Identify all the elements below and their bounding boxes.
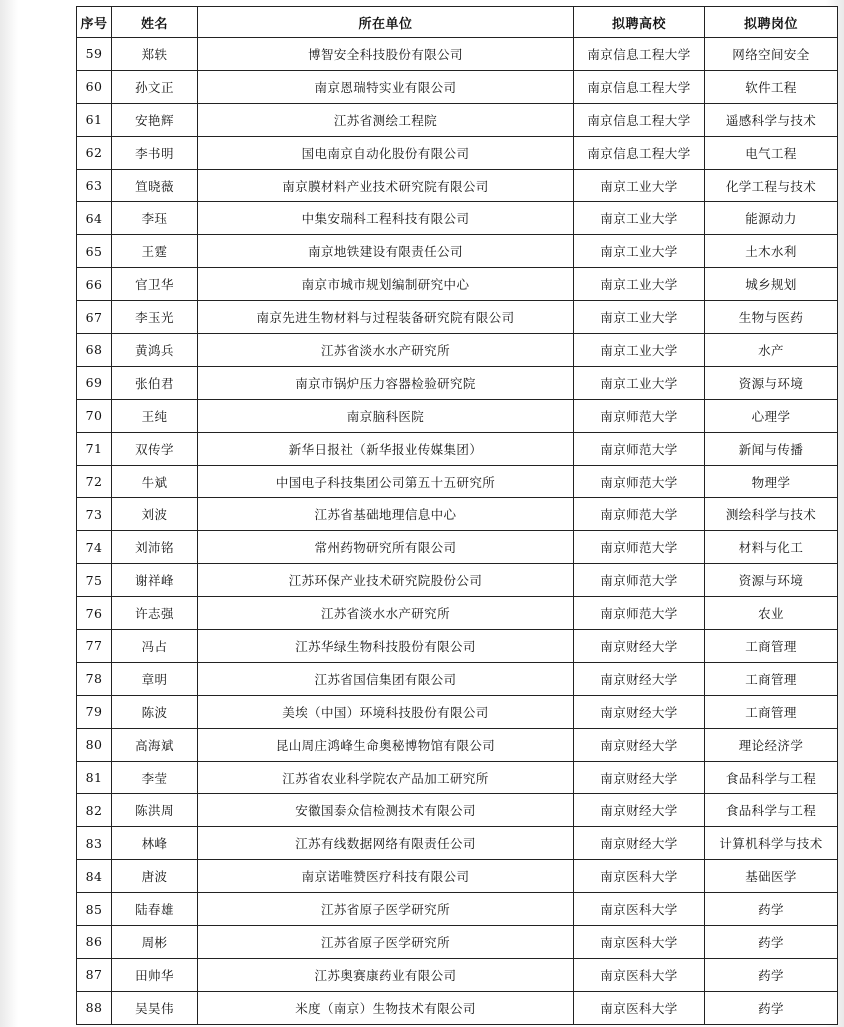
cell-unit: 常州药物研究所有限公司 [198, 531, 574, 564]
cell-post: 资源与环境 [705, 366, 838, 399]
table-row [77, 498, 838, 531]
cell-name: 刘沛铭 [112, 531, 198, 564]
cell-unit: 南京脑科医院 [198, 399, 574, 432]
table-row [77, 991, 838, 1024]
header-post: 拟聘岗位 [705, 7, 838, 38]
cell-no: 81 [77, 761, 112, 794]
cell-post: 药学 [705, 991, 838, 1024]
cell-school: 南京师范大学 [574, 531, 705, 564]
cell-school: 南京师范大学 [574, 399, 705, 432]
cell-name: 李莹 [112, 761, 198, 794]
cell-name: 双传学 [112, 432, 198, 465]
table-row [77, 630, 838, 663]
cell-school: 南京师范大学 [574, 465, 705, 498]
cell-post: 材料与化工 [705, 531, 838, 564]
cell-post: 城乡规划 [705, 268, 838, 301]
cell-post: 心理学 [705, 399, 838, 432]
table-row [77, 334, 838, 367]
cell-post: 药学 [705, 893, 838, 926]
cell-no: 62 [77, 136, 112, 169]
table-header [77, 7, 838, 38]
cell-no: 78 [77, 662, 112, 695]
cell-name: 刘波 [112, 498, 198, 531]
cell-no: 76 [77, 597, 112, 630]
cell-unit: 中集安瑞科工程科技有限公司 [198, 202, 574, 235]
cell-no: 71 [77, 432, 112, 465]
table-row [77, 958, 838, 991]
cell-unit: 米度（南京）生物技术有限公司 [198, 991, 574, 1024]
cell-school: 南京师范大学 [574, 432, 705, 465]
cell-post: 电气工程 [705, 136, 838, 169]
table-row [77, 695, 838, 728]
cell-no: 85 [77, 893, 112, 926]
cell-name: 笪晓薇 [112, 169, 198, 202]
cell-name: 许志强 [112, 597, 198, 630]
cell-unit: 江苏省原子医学研究所 [198, 893, 574, 926]
cell-no: 70 [77, 399, 112, 432]
cell-school: 南京信息工程大学 [574, 103, 705, 136]
cell-unit: 南京先进生物材料与过程装备研究院有限公司 [198, 301, 574, 334]
cell-name: 牛斌 [112, 465, 198, 498]
cell-school: 南京财经大学 [574, 827, 705, 860]
cell-name: 张伯君 [112, 366, 198, 399]
cell-post: 测绘科学与技术 [705, 498, 838, 531]
cell-school: 南京信息工程大学 [574, 70, 705, 103]
table-row [77, 169, 838, 202]
cell-no: 59 [77, 38, 112, 71]
header-school: 拟聘高校 [574, 7, 705, 38]
cell-name: 李书明 [112, 136, 198, 169]
cell-unit: 江苏省原子医学研究所 [198, 926, 574, 959]
cell-no: 84 [77, 860, 112, 893]
cell-post: 农业 [705, 597, 838, 630]
cell-school: 南京工业大学 [574, 169, 705, 202]
cell-post: 水产 [705, 334, 838, 367]
table-row [77, 794, 838, 827]
table-row [77, 136, 838, 169]
cell-unit: 南京市城市规划编制研究中心 [198, 268, 574, 301]
cell-name: 谢祥峰 [112, 564, 198, 597]
header-name: 姓名 [112, 7, 198, 38]
cell-school: 南京师范大学 [574, 498, 705, 531]
cell-name: 田帅华 [112, 958, 198, 991]
cell-post: 遥感科学与技术 [705, 103, 838, 136]
table-row [77, 301, 838, 334]
table-row [77, 103, 838, 136]
cell-school: 南京医科大学 [574, 991, 705, 1024]
cell-school: 南京财经大学 [574, 761, 705, 794]
cell-name: 吴昊伟 [112, 991, 198, 1024]
cell-name: 周彬 [112, 926, 198, 959]
table-row [77, 432, 838, 465]
cell-unit: 南京市锅炉压力容器检验研究院 [198, 366, 574, 399]
cell-school: 南京工业大学 [574, 301, 705, 334]
cell-unit: 安徽国泰众信检测技术有限公司 [198, 794, 574, 827]
cell-post: 化学工程与技术 [705, 169, 838, 202]
cell-post: 软件工程 [705, 70, 838, 103]
cell-post: 生物与医药 [705, 301, 838, 334]
cell-school: 南京医科大学 [574, 958, 705, 991]
cell-school: 南京师范大学 [574, 564, 705, 597]
cell-name: 陈洪周 [112, 794, 198, 827]
cell-unit: 博智安全科技股份有限公司 [198, 38, 574, 71]
cell-name: 高海斌 [112, 728, 198, 761]
cell-post: 食品科学与工程 [705, 761, 838, 794]
cell-unit: 江苏省国信集团有限公司 [198, 662, 574, 695]
cell-no: 61 [77, 103, 112, 136]
cell-no: 77 [77, 630, 112, 663]
cell-unit: 江苏省淡水水产研究所 [198, 597, 574, 630]
cell-school: 南京工业大学 [574, 268, 705, 301]
cell-name: 李玉光 [112, 301, 198, 334]
cell-name: 黄鸿兵 [112, 334, 198, 367]
cell-name: 郑轶 [112, 38, 198, 71]
table-row [77, 235, 838, 268]
cell-no: 68 [77, 334, 112, 367]
cell-name: 官卫华 [112, 268, 198, 301]
cell-unit: 美埃（中国）环境科技股份有限公司 [198, 695, 574, 728]
cell-post: 物理学 [705, 465, 838, 498]
cell-no: 86 [77, 926, 112, 959]
cell-name: 林峰 [112, 827, 198, 860]
cell-unit: 江苏环保产业技术研究院股份公司 [198, 564, 574, 597]
table-row [77, 728, 838, 761]
cell-post: 网络空间安全 [705, 38, 838, 71]
table-row [77, 38, 838, 71]
cell-school: 南京工业大学 [574, 334, 705, 367]
table-row [77, 366, 838, 399]
cell-unit: 新华日报社（新华报业传媒集团） [198, 432, 574, 465]
table-row [77, 268, 838, 301]
cell-post: 计算机科学与技术 [705, 827, 838, 860]
cell-unit: 江苏华绿生物科技股份有限公司 [198, 630, 574, 663]
cell-no: 72 [77, 465, 112, 498]
cell-name: 王霆 [112, 235, 198, 268]
cell-post: 土木水利 [705, 235, 838, 268]
header-no: 序号 [77, 7, 112, 38]
table-row [77, 70, 838, 103]
cell-name: 安艳辉 [112, 103, 198, 136]
table-row [77, 597, 838, 630]
cell-school: 南京医科大学 [574, 893, 705, 926]
cell-post: 食品科学与工程 [705, 794, 838, 827]
cell-unit: 国电南京自动化股份有限公司 [198, 136, 574, 169]
cell-no: 82 [77, 794, 112, 827]
cell-no: 64 [77, 202, 112, 235]
cell-no: 83 [77, 827, 112, 860]
cell-name: 陆春雄 [112, 893, 198, 926]
cell-no: 63 [77, 169, 112, 202]
table-row [77, 827, 838, 860]
table-row [77, 761, 838, 794]
cell-post: 药学 [705, 926, 838, 959]
appointment-table [76, 6, 838, 1025]
table-row [77, 564, 838, 597]
cell-unit: 中国电子科技集团公司第五十五研究所 [198, 465, 574, 498]
cell-no: 88 [77, 991, 112, 1024]
cell-unit: 江苏省测绘工程院 [198, 103, 574, 136]
cell-post: 工商管理 [705, 630, 838, 663]
cell-post: 基础医学 [705, 860, 838, 893]
cell-school: 南京财经大学 [574, 662, 705, 695]
cell-unit: 南京恩瑞特实业有限公司 [198, 70, 574, 103]
table-row [77, 202, 838, 235]
cell-school: 南京信息工程大学 [574, 38, 705, 71]
cell-no: 60 [77, 70, 112, 103]
cell-unit: 江苏省淡水水产研究所 [198, 334, 574, 367]
cell-no: 80 [77, 728, 112, 761]
cell-name: 唐波 [112, 860, 198, 893]
cell-no: 65 [77, 235, 112, 268]
cell-name: 冯占 [112, 630, 198, 663]
cell-school: 南京财经大学 [574, 794, 705, 827]
table-row [77, 926, 838, 959]
cell-school: 南京师范大学 [574, 597, 705, 630]
cell-name: 李珏 [112, 202, 198, 235]
cell-unit: 南京膜材料产业技术研究院有限公司 [198, 169, 574, 202]
cell-no: 67 [77, 301, 112, 334]
cell-no: 79 [77, 695, 112, 728]
cell-no: 74 [77, 531, 112, 564]
cell-post: 工商管理 [705, 695, 838, 728]
header-row [77, 7, 838, 38]
cell-name: 王纯 [112, 399, 198, 432]
cell-school: 南京财经大学 [574, 728, 705, 761]
cell-post: 药学 [705, 958, 838, 991]
cell-school: 南京医科大学 [574, 926, 705, 959]
cell-no: 69 [77, 366, 112, 399]
table-row [77, 893, 838, 926]
cell-school: 南京财经大学 [574, 630, 705, 663]
cell-name: 孙文正 [112, 70, 198, 103]
cell-post: 理论经济学 [705, 728, 838, 761]
cell-school: 南京工业大学 [574, 366, 705, 399]
table-row [77, 465, 838, 498]
cell-no: 66 [77, 268, 112, 301]
cell-post: 能源动力 [705, 202, 838, 235]
table-body [77, 38, 838, 1025]
table-row [77, 860, 838, 893]
cell-school: 南京工业大学 [574, 202, 705, 235]
cell-post: 资源与环境 [705, 564, 838, 597]
cell-unit: 江苏省农业科学院农产品加工研究所 [198, 761, 574, 794]
cell-unit: 南京诺唯赞医疗科技有限公司 [198, 860, 574, 893]
cell-no: 75 [77, 564, 112, 597]
cell-school: 南京工业大学 [574, 235, 705, 268]
cell-school: 南京信息工程大学 [574, 136, 705, 169]
cell-no: 73 [77, 498, 112, 531]
cell-unit: 江苏奥赛康药业有限公司 [198, 958, 574, 991]
cell-school: 南京财经大学 [574, 695, 705, 728]
table-row [77, 531, 838, 564]
cell-unit: 江苏有线数据网络有限责任公司 [198, 827, 574, 860]
cell-unit: 南京地铁建设有限责任公司 [198, 235, 574, 268]
table-row [77, 399, 838, 432]
cell-name: 陈波 [112, 695, 198, 728]
cell-unit: 江苏省基础地理信息中心 [198, 498, 574, 531]
cell-no: 87 [77, 958, 112, 991]
cell-name: 章明 [112, 662, 198, 695]
cell-post: 新闻与传播 [705, 432, 838, 465]
header-unit: 所在单位 [198, 7, 574, 38]
cell-unit: 昆山周庄鸿峰生命奥秘博物馆有限公司 [198, 728, 574, 761]
table-row [77, 662, 838, 695]
cell-school: 南京医科大学 [574, 860, 705, 893]
cell-post: 工商管理 [705, 662, 838, 695]
